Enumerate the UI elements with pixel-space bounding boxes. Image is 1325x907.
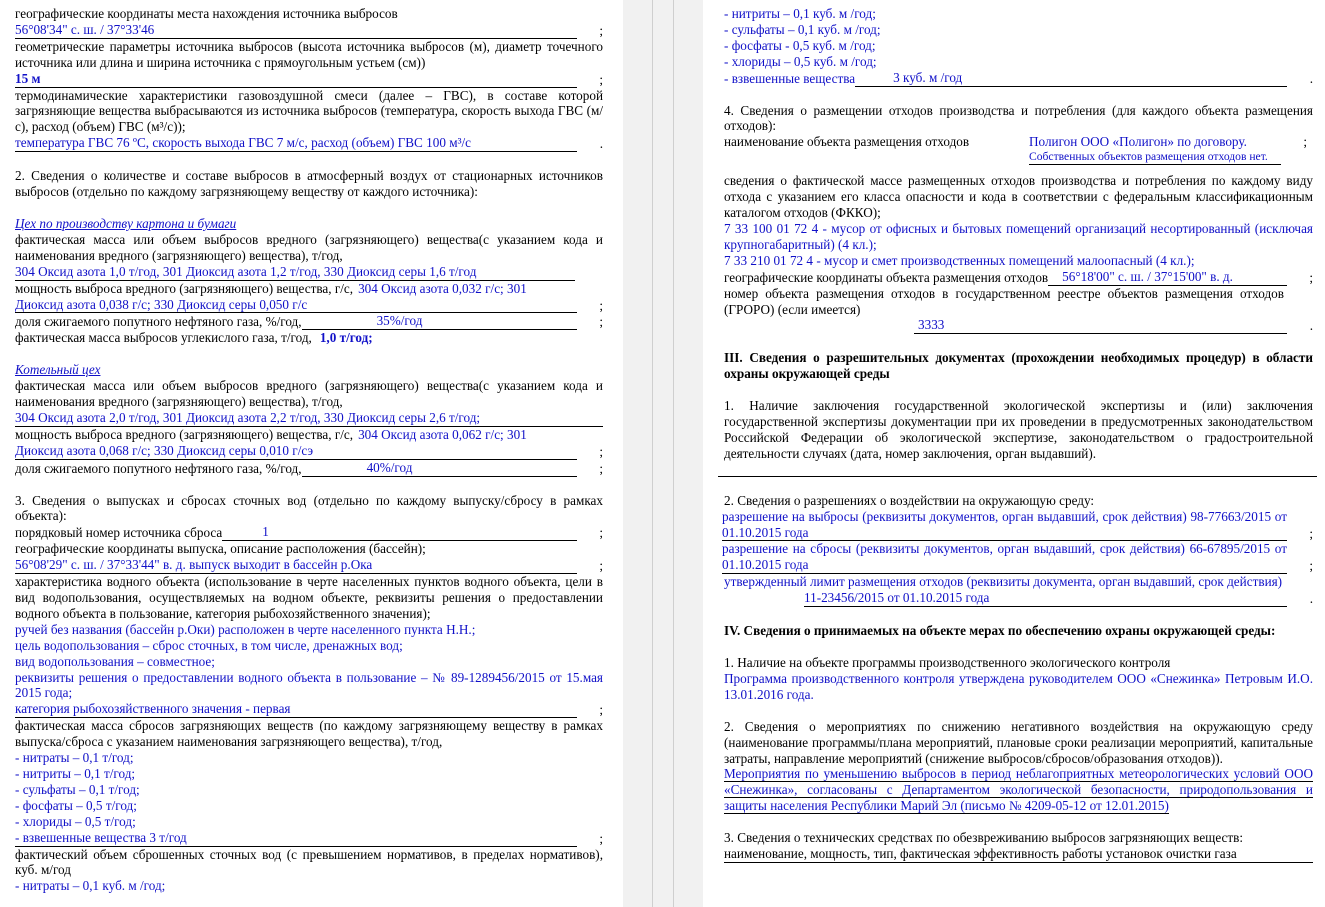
shop-1-title: Цех по производству картона и бумаги: [15, 215, 237, 231]
outlet-coords-label: географические координаты выпуска, описание расположения (бассейн);: [15, 541, 426, 557]
right-page: [703, 0, 1325, 907]
water-line-1: ручей без названия (бассейн р.Оки) расположен в черте населенного пункта Н.Н.;: [15, 621, 476, 637]
left-page: географические координаты места нахождения источника выбросов 56°08'34" с. ш. / 37°33'46 ; геометрические параметры источника выбросов (высота источника выбросов (м), диаметр точечного источника или длина и ширина источника с прямоугольным устьем (см)) 15 м ; термодинамические характеристики газовоздушной смеси (далее – ГВС), в составе которой загрязняющие вещества выбрасываются из источника выбросов (температура, скорость выхода ГВС (м/с), расход (объем) ГВС (м³/с)); температура ГВС 76 ºС, скорость выхода ГВС 7 м/с, расход (объем) ГВС 100 м³/с . 2. Сведения о количестве и составе выбросов в атмосферный воздух от стационарных источников выбросов (отдельно по каждому загрязняющему веществу от каждого источника): Цех по производству картона и бумаги фактическая масса или объем выбросов вредного (загрязняющего) вещества(с указанием кода и наименования вредного (загрязняющего) вещества), т/год, 304 Оксид азота 1,0 т/год, 301 Диоксид азота 1,2 т/год, 330 Диоксид серы 1,6 т/год мощность выброса вредного (загрязняющего) вещества, г/с, 304 Оксид азота 0,032 г/с; 301 Диоксид азота 0,038 г/с; 330 Диоксид серы 0,050 г/с ; доля сжигаемого попутного нефтяного газа, %/год, 35%/год ; фактическая масса выбросов углекислого газа, т/год, 1,0 т/год; Котельный цех фактическая масса или объем выбросов вредного (загрязняющего) вещества(с указанием кода и наименования вредного (загрязняющего) вещества), т/год, 304 Оксид азота 2,0 т/год, 301 Диоксид азота 2,2 т/год, 330 Диоксид серы 2,6 т/год; мощность выброса вредного (загрязняющего) вещества, г/с, 304 Оксид азота 0,062 г/с; 301 Диоксид азота 0,068 г/с; 330 Диоксид серы 0,010 г/сэ ; доля сжигаемого попутного нефтяного газа, %/год, 40%/год ; 3. Сведения о выпусках и сбросах сточных вод (отдельно по каждому выпуску/сбросу в рамках объекта): порядковый номер источника сброса 1 ; географические координаты выпуска, описание расположения (бассейн); 56°08'29" с. ш. / 37°33'44" в. д. выпуск выходит в бассейн р.Ока ; характеристика водного объекта (использование в черте населенных пунктов водного объекта, цели в вид водопользования, осуществляемых на водном объекте, реквизиты решения о предоставлении водного объекта в пользование, категория рыбохозяйственного значения); ручей без названия (бассейн р.Оки) расположен в черте населенного пункта Н.Н.; цель водопользования – сброс сточных, в том числе, дренажных вод; вид водопользования – совместное; реквизиты решения о предоставлении водного объекта в пользование – № 89-1289456/2015 от 15.мая 2015 года; категория рыбохозяйственного значения - первая ; фактическая масса сбросов загрязняющих веществ (по каждому загрязняющему веществу в рамках выпуска/сброса с указанием наименования загрязняющего вещества), т/год, - нитраты – 0,1 т/год; - нитриты – 0,1 т/год; - сульфаты – 0,1 т/год; - фосфаты – 0,5 т/год; - хлориды – 0,5 т/год; - взвешенные вещества 3 т/год ; фактический объем сброшенных сточных вод (с превышением нормативов, в пределах нормативов), куб. м/год - нитраты – 0,1 куб. м /год;: [15, 6, 603, 894]
coords-label: географические координаты места нахождения источника выбросов: [15, 6, 398, 21]
discharge-item: - нитриты – 0,1 т/год;: [15, 765, 136, 781]
permit-emissions: разрешение на выбросы (реквизиты документов, орган выдавший, срок действия) 98-77663/2015 от 01.10.2015 года ;: [722, 508, 1313, 541]
control-program-label: 1. Наличие на объекте программы производственного экологического контроля: [724, 655, 1171, 670]
geometry-row: 15 м ;: [15, 70, 603, 87]
thermo-value: температура ГВС 76 ºС, скорость выхода ГВС 7 м/с, расход (объем) ГВС 100 м³/с: [15, 135, 577, 152]
geometry-label: геометрические параметры источника выбросов (высота источника выбросов (м), диаметр точечного источника или длина и ширина источника с прямоугольным устьем (см)): [15, 38, 603, 70]
thermo-row: температура ГВС 76 ºС, скорость выхода ГВС 7 м/с, расход (объем) ГВС 100 м³/с .: [15, 135, 603, 152]
section-3-heading: 3. Сведения о выпусках и сбросах сточных вод (отдельно по каждому выпуску/сбросу в рамках объекта):: [15, 492, 603, 524]
shop-1-co2-row: фактическая масса выбросов углекислого газа, т/год, 1,0 т/год;: [15, 330, 373, 346]
tech-means-text: наименование, мощность, тип, фактическая эффективность работы установок очистки газа: [724, 846, 1313, 863]
section-2-heading: 2. Сведения о количестве и составе выбросов в атмосферный воздух от стационарных источников выбросов (отдельно по каждому загрязняющему веществу от каждого источника):: [15, 168, 603, 200]
control-program-value: Программа производственного контроля утверждена руководителем ООО «Снежинка» Петровым И.О. 13.01.2016 года.: [724, 670, 1313, 702]
discharge-item: - хлориды – 0,5 т/год;: [15, 813, 136, 829]
coords-value: 56°08'34" с. ш. / 37°33'46: [15, 22, 577, 39]
waste-limit-value: 11-23456/2015 от 01.10.2015 года: [804, 590, 1287, 607]
section-III-heading: III. Сведения о разрешительных документах (прохождении необходимых процедур) в области охраны окружающей среды: [724, 350, 1313, 382]
discharge-item: - фосфаты – 0,5 т/год;: [15, 797, 137, 813]
discharge-label: фактическая масса сбросов загрязняющих веществ (по каждому загрязняющему веществу в рамках выпуска/сброса с указанием наименования загрязняющего вещества), т/год,: [15, 718, 603, 750]
shop-1-power-b: Диоксид азота 0,038 г/с; 330 Диоксид серы 0,050 г/с: [15, 297, 577, 314]
registry-label: номер объекта размещения отходов в государственном реестре объектов размещения отходов (ГРОРО) (если имеется): [724, 285, 1284, 317]
shop-2-gas-value: 40%/год: [302, 460, 577, 477]
discharge-item: - взвешенные вещества 3 т/год ;: [15, 829, 603, 846]
tech-means-label: 3. Сведения о технических средствах по обезвреживанию выбросов загрязняющих веществ:: [724, 830, 1244, 846]
permits-heading: 2. Сведения о разрешениях о воздействии на окружающую среду:: [724, 492, 1095, 508]
shop-1-co2-value: 1,0 т/год;: [319, 330, 373, 346]
waste-object-value: Полигон ООО «Полигон» по договору. Собственных объектов размещения отходов нет.: [1029, 134, 1281, 165]
volume-item: - сульфаты – 0,1 куб. м /год;: [724, 21, 881, 37]
section-IV-heading: IV. Сведения о принимаемых на объекте мерах по обеспечению охраны окружающей среды:: [724, 623, 1276, 639]
registry-row: 3333 .: [724, 317, 1313, 334]
shop-1-power-row: мощность выброса вредного (загрязняющего) вещества, г/с, 304 Оксид азота 0,032 г/с; 301: [15, 280, 527, 296]
waste-coords-row: географические координаты объекта размещения отходов 56°18'00" с. ш. / 37°15'00" в. д. ;: [724, 268, 1313, 285]
waste-mass-label: сведения о фактической массе размещенных отходов производства и потребления по каждому виду отхода с указанием его класса опасности и кода в соответствии с федеральным классификационным каталогом отходов (ФККО);: [724, 173, 1313, 221]
volume-item: - взвешенные вещества 3 куб. м /год .: [724, 69, 1313, 86]
geometry-value: 15 м: [15, 71, 577, 88]
waste-limit-row: 11-23456/2015 от 01.10.2015 года .: [804, 590, 1313, 607]
shop-2-mass-label: фактическая масса или объем выбросов вредного (загрязняющего) вещества(с указанием кода и наименования вредного (загрязняющего) вещества), т/год,: [15, 378, 603, 410]
shop-1-gas-row: доля сжигаемого попутного нефтяного газа, %/год, 35%/год ;: [15, 313, 603, 330]
waste-coords-value: 56°18'00" с. ш. / 37°15'00" в. д.: [1048, 269, 1287, 286]
outlet-coords-row: 56°08'29" с. ш. / 37°33'44" в. д. выпуск выходит в бассейн р.Ока ;: [15, 557, 603, 574]
volume-item: - нитриты – 0,1 куб. м /год;: [724, 6, 876, 21]
outlet-value: 1: [222, 524, 577, 541]
section-4-heading: 4. Сведения о размещении отходов производства и потребления (для каждого объекта размещения отходов):: [724, 102, 1313, 134]
shop-2-power-row: мощность выброса вредного (загрязняющего) вещества, г/с, 304 Оксид азота 0,062 г/с; 301: [15, 426, 527, 442]
page-gap: [623, 0, 703, 907]
expertise-text: 1. Наличие заключения государственной экологической экспертизы и (или) заключения государственной экспертизы документации при их проведении в предусмотренных законодательством Российской Федерации об экологической экспертизе, законодательством о градостроительной деятельности случаях (дата, номер заключения, орган выдавший).: [724, 398, 1313, 461]
shop-2-title: Котельный цех: [15, 362, 101, 378]
shop-1-gas-value: 35%/год: [302, 313, 577, 330]
coords-row: 56°08'34" с. ш. / 37°33'46 ;: [15, 21, 603, 38]
expertise-line: [718, 462, 1317, 477]
volume-item: - нитраты – 0,1 куб. м /год;: [15, 878, 166, 894]
volume-label: фактический объем сброшенных сточных вод (с превышением нормативов, в пределах нормативов), куб. м/год: [15, 846, 603, 878]
waste-object-row: наименование объекта размещения отходов Полигон ООО «Полигон» по договору. Собственных объектов размещения отходов нет. ;: [724, 134, 1307, 164]
volume-item: - фосфаты - 0,5 куб. м /год;: [724, 37, 876, 53]
volume-item: - хлориды – 0,5 куб. м /год;: [724, 53, 877, 69]
thermo-label: термодинамические характеристики газовоздушной смеси (далее – ГВС), в составе которой загрязняющие вещества выбрасываются из источника выбросов (температура, скорость выхода ГВС (м/с), расход (объем) ГВС (м³/с));: [15, 87, 603, 135]
waste-code-1: 7 33 100 01 72 4 - мусор от офисных и бытовых помещений организаций несортированный (исключая крупногабаритный) (4 кл.);: [724, 220, 1313, 252]
shop-1-mass-value: 304 Оксид азота 1,0 т/год, 301 Диоксид азота 1,2 т/год, 330 Диоксид серы 1,6 т/год: [15, 264, 575, 281]
discharge-item: - нитраты – 0,1 т/год;: [15, 750, 134, 766]
discharge-item: - сульфаты – 0,1 т/год;: [15, 781, 140, 797]
permit-discharges: разрешение на сбросы (реквизиты документов, орган выдавший, срок действия) 66-67895/2015 от 01.10.2015 года ;: [722, 541, 1313, 574]
outlet-coords-value: 56°08'29" с. ш. / 37°33'44" в. д. выпуск выходит в бассейн р.Ока: [15, 557, 577, 574]
water-line-5: категория рыбохозяйственного значения - первая ;: [15, 701, 603, 718]
water-line-2: цель водопользования – сброс сточных, в том числе, дренажных вод;: [15, 637, 403, 653]
shop-1-mass-label: фактическая масса или объем выбросов вредного (загрязняющего) вещества(с указанием кода и наименования вредного (загрязняющего) вещества), т/год,: [15, 231, 603, 263]
measures-value: Мероприятия по уменьшению выбросов в период неблагоприятных метеорологических условий ООО «Снежинка», согласованы с Департаментом экологической безопасности, природопользования и защиты населения Республики Марий Эл (письмо № 4209-05-12 от 12.01.2015): [724, 766, 1313, 814]
shop-2-mass-value: 304 Оксид азота 2,0 т/год, 301 Диоксид азота 2,2 т/год, 330 Диоксид серы 2,6 т/год;: [15, 410, 603, 427]
waste-code-2: 7 33 210 01 72 4 - мусор и смет производственных помещений малоопасный (4 кл.);: [724, 252, 1195, 268]
outlet-row: порядковый номер источника сброса 1 ;: [15, 524, 603, 541]
shop-2-power-b: Диоксид азота 0,068 г/с; 330 Диоксид серы 0,010 г/сэ: [15, 443, 577, 460]
registry-value: 3333: [914, 317, 1287, 334]
shop-1-power-a: 304 Оксид азота 0,032 г/с; 301: [358, 280, 527, 296]
water-line-3: вид водопользования – совместное;: [15, 653, 215, 669]
measures-label: 2. Сведения о мероприятиях по снижению негативного воздействия на окружающую среду (наименование программы/плана мероприятий, плановые сроки реализации мероприятий, капитальные затраты, направление мероприятий (снижение выбросов/сбросов/образования отходов)).: [724, 718, 1313, 766]
water-label: характеристика водного объекта (использование в черте населенных пунктов водного объекта, цели в вид водопользования, осуществляемых на водном объекте, реквизиты решения о предоставлении водного объекта в пользование, категория рыбохозяйственного значения);: [15, 574, 603, 621]
shop-2-power-a: 304 Оксид азота 0,062 г/с; 301: [358, 426, 527, 442]
shop-2-gas-row: доля сжигаемого попутного нефтяного газа, %/год, 40%/год ;: [15, 459, 603, 476]
water-line-4: реквизиты решения о предоставлении водного объекта в пользование – № 89-1289456/2015 от 15.мая 2015 года;: [15, 669, 603, 701]
waste-limit-label: утвержденный лимит размещения отходов (реквизиты документа, орган выдавший, срок действия): [724, 574, 1283, 590]
